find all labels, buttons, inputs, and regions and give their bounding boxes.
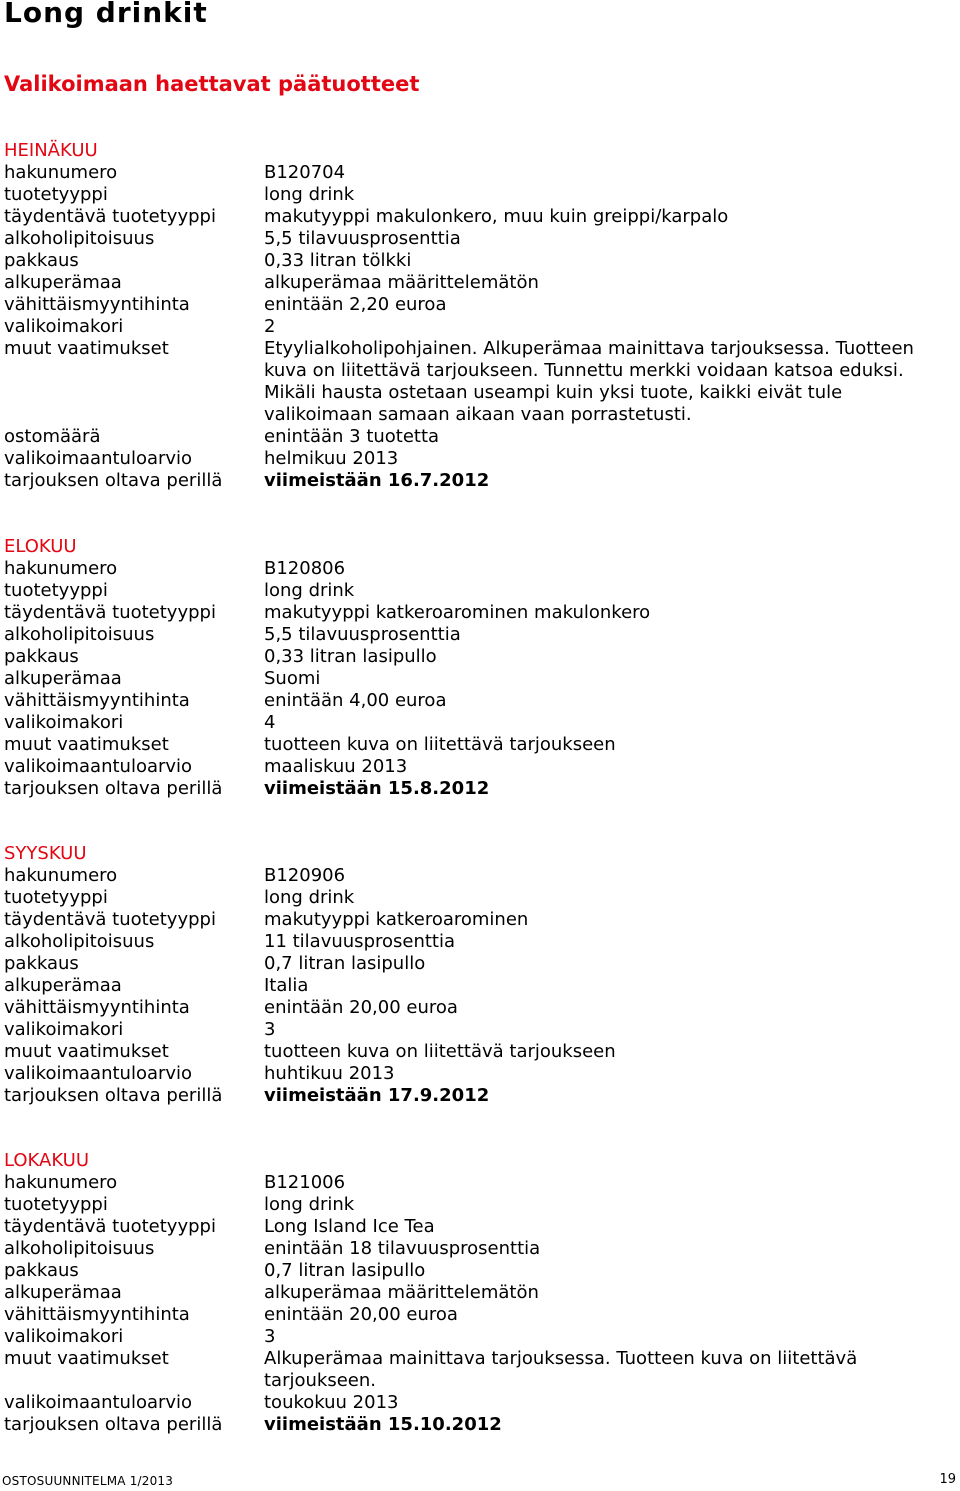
field-value: 2: [264, 316, 276, 337]
field-row: [4, 1304, 954, 1326]
field-value: Suomi: [264, 668, 321, 689]
field-label: täydentävä tuotetyyppi: [4, 206, 216, 227]
field-value: Alkuperämaa mainittava tarjouksessa. Tuotteen kuva on liitettävä tarjoukseen.: [264, 1348, 858, 1391]
field-row: [4, 953, 954, 975]
page-subtitle: Valikoimaan haettavat päätuotteet: [4, 72, 420, 96]
field-value: long drink: [264, 1194, 355, 1215]
field-row: [4, 1238, 954, 1260]
field-label: ostomäärä: [4, 426, 101, 447]
field-label: hakunumero: [4, 558, 118, 579]
field-row: [4, 250, 954, 272]
field-label: muut vaatimukset: [4, 734, 169, 755]
field-label: muut vaatimukset: [4, 1041, 169, 1062]
deadline-value: viimeistään 15.8.2012: [264, 778, 490, 799]
section-month-heading: SYYSKUU: [4, 843, 87, 864]
field-row: [4, 162, 954, 184]
field-value: B121006: [264, 1172, 346, 1193]
field-row: [4, 668, 954, 690]
section-syyskuu: [4, 843, 954, 1107]
field-value: long drink: [264, 887, 355, 908]
field-label: tuotetyyppi: [4, 887, 108, 908]
field-value: makutyyppi makulonkero, muu kuin greippi/karpalo: [264, 206, 729, 227]
field-label: valikoimaantuloarvio: [4, 1392, 193, 1413]
field-value: 5,5 tilavuusprosenttia: [264, 228, 461, 249]
field-value: tuotteen kuva on liitettävä tarjoukseen: [264, 1041, 616, 1062]
field-value: enintään 20,00 euroa: [264, 1304, 458, 1325]
field-label: täydentävä tuotetyyppi: [4, 1216, 216, 1237]
field-label: vähittäismyyntihinta: [4, 294, 190, 315]
field-label: tarjouksen oltava perillä: [4, 1414, 223, 1435]
field-value: maaliskuu 2013: [264, 756, 408, 777]
field-value: 11 tilavuusprosenttia: [264, 931, 456, 952]
field-value: 0,7 litran lasipullo: [264, 953, 426, 974]
field-row: [4, 909, 954, 931]
field-label: valikoimaantuloarvio: [4, 1063, 193, 1084]
field-row: [4, 1326, 954, 1348]
footer-document-title: OSTOSUUNNITELMA 1/2013: [2, 1474, 174, 1488]
field-label: alkoholipitoisuus: [4, 1238, 155, 1259]
field-row: [4, 997, 954, 1019]
field-value: 0,33 litran tölkki: [264, 250, 412, 271]
field-row: [4, 931, 954, 953]
field-row: [4, 1019, 954, 1041]
field-label: pakkaus: [4, 1260, 79, 1281]
field-label: tuotetyyppi: [4, 1194, 108, 1215]
section-elokuu: [4, 536, 954, 800]
field-label: valikoimaantuloarvio: [4, 756, 193, 777]
field-value: enintään 20,00 euroa: [264, 997, 458, 1018]
field-row: [4, 206, 954, 228]
field-label: täydentävä tuotetyyppi: [4, 602, 216, 623]
field-value: makutyyppi katkeroarominen: [264, 909, 529, 930]
field-row: [4, 228, 954, 250]
section-month-heading: HEINÄKUU: [4, 140, 98, 161]
field-value: helmikuu 2013: [264, 448, 399, 469]
field-value: tuotteen kuva on liitettävä tarjoukseen: [264, 734, 616, 755]
field-value: 3: [264, 1019, 276, 1040]
field-label: vähittäismyyntihinta: [4, 997, 190, 1018]
field-row: [4, 1348, 954, 1392]
section-lokakuu: [4, 1150, 954, 1436]
field-value: 5,5 tilavuusprosenttia: [264, 624, 461, 645]
deadline-value: viimeistään 16.7.2012: [264, 470, 490, 491]
field-row: [4, 184, 954, 206]
field-label: valikoimakori: [4, 316, 124, 337]
field-row: [4, 272, 954, 294]
field-label: tuotetyyppi: [4, 580, 108, 601]
field-label: täydentävä tuotetyyppi: [4, 909, 216, 930]
field-row: [4, 975, 954, 997]
field-row: [4, 712, 954, 734]
field-label: alkoholipitoisuus: [4, 931, 155, 952]
field-label: valikoimakori: [4, 712, 124, 733]
field-row: [4, 1172, 954, 1194]
field-value: Italia: [264, 975, 309, 996]
field-row: [4, 448, 954, 470]
field-row: [4, 558, 954, 580]
field-label: hakunumero: [4, 865, 118, 886]
field-row: [4, 1194, 954, 1216]
field-value: 4: [264, 712, 276, 733]
field-label: vähittäismyyntihinta: [4, 690, 190, 711]
deadline-value: viimeistään 15.10.2012: [264, 1414, 502, 1435]
field-value: B120704: [264, 162, 346, 183]
section-heinakuu: [4, 140, 954, 492]
field-row: [4, 865, 954, 887]
field-label: tuotetyyppi: [4, 184, 108, 205]
field-value: alkuperämaa määrittelemätön: [264, 272, 539, 293]
field-label: vähittäismyyntihinta: [4, 1304, 190, 1325]
field-label: valikoimakori: [4, 1019, 124, 1040]
field-row: [4, 1041, 954, 1063]
section-month-heading: ELOKUU: [4, 536, 77, 557]
field-label: alkoholipitoisuus: [4, 228, 155, 249]
field-label: alkuperämaa: [4, 272, 122, 293]
field-label: valikoimakori: [4, 1326, 124, 1347]
field-value: alkuperämaa määrittelemätön: [264, 1282, 539, 1303]
field-row: [4, 602, 954, 624]
field-row: [4, 1392, 954, 1414]
field-value: enintään 3 tuotetta: [264, 426, 440, 447]
field-label: pakkaus: [4, 646, 79, 667]
field-value: toukokuu 2013: [264, 1392, 399, 1413]
field-row: [4, 1282, 954, 1304]
field-row: [4, 646, 954, 668]
field-label: alkuperämaa: [4, 1282, 122, 1303]
field-row: [4, 1085, 954, 1107]
field-row: [4, 734, 954, 756]
field-label: pakkaus: [4, 953, 79, 974]
field-label: pakkaus: [4, 250, 79, 271]
field-row: [4, 1260, 954, 1282]
field-label: valikoimaantuloarvio: [4, 448, 193, 469]
field-row: [4, 756, 954, 778]
field-row: [4, 1414, 954, 1436]
field-row: [4, 624, 954, 646]
field-value: 0,33 litran lasipullo: [264, 646, 437, 667]
field-row: [4, 1063, 954, 1085]
field-row: [4, 316, 954, 338]
page-title: Long drinkit: [4, 0, 208, 29]
footer-page-number: 19: [939, 1472, 956, 1487]
field-value: enintään 2,20 euroa: [264, 294, 447, 315]
field-label: hakunumero: [4, 162, 118, 183]
field-row: [4, 426, 954, 448]
field-label: hakunumero: [4, 1172, 118, 1193]
field-value: 0,7 litran lasipullo: [264, 1260, 426, 1281]
field-value: Etyylialkoholipohjainen. Alkuperämaa mainittava tarjouksessa. Tuotteen kuva on liitettävä tarjoukseen. Tunnettu merkki voidaan katsoa eduksi. Mikäli hausta ostetaan useampi kuin yksi tuote, kaikki eivät tule valikoimaan samaan aikaan vaan porrastetusti.: [264, 338, 914, 425]
field-value: huhtikuu 2013: [264, 1063, 395, 1084]
field-row: [4, 338, 954, 426]
field-label: tarjouksen oltava perillä: [4, 470, 223, 491]
field-label: tarjouksen oltava perillä: [4, 1085, 223, 1106]
field-row: [4, 580, 954, 602]
field-value: B120906: [264, 865, 346, 886]
field-value: Long Island Ice Tea: [264, 1216, 435, 1237]
field-value: long drink: [264, 184, 355, 205]
field-row: [4, 294, 954, 316]
field-row: [4, 1216, 954, 1238]
field-row: [4, 690, 954, 712]
field-value: enintään 4,00 euroa: [264, 690, 447, 711]
field-label: alkuperämaa: [4, 668, 122, 689]
field-value: long drink: [264, 580, 355, 601]
field-row: [4, 778, 954, 800]
field-label: muut vaatimukset: [4, 338, 169, 359]
field-label: muut vaatimukset: [4, 1348, 169, 1369]
deadline-value: viimeistään 17.9.2012: [264, 1085, 490, 1106]
field-value: enintään 18 tilavuusprosenttia: [264, 1238, 541, 1259]
field-value: makutyyppi katkeroarominen makulonkero: [264, 602, 651, 623]
field-label: alkoholipitoisuus: [4, 624, 155, 645]
field-row: [4, 470, 954, 492]
field-value: B120806: [264, 558, 346, 579]
field-value: 3: [264, 1326, 276, 1347]
section-month-heading: LOKAKUU: [4, 1150, 90, 1171]
field-label: alkuperämaa: [4, 975, 122, 996]
field-row: [4, 887, 954, 909]
field-label: tarjouksen oltava perillä: [4, 778, 223, 799]
